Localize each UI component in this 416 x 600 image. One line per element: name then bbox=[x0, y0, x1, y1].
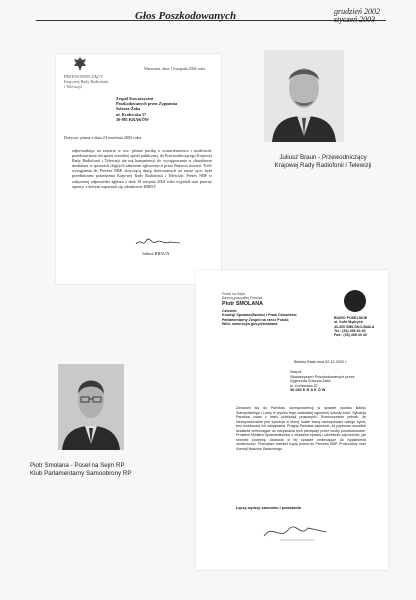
letter-closing: Łączę wyrazy szacunku i poważania bbox=[236, 506, 301, 510]
letter-body: odpowiadając na zawarte w ww. piśmie prośbę o wstawiennictwo i możliwość przedstawienia ich spraw szerokiej opinii publicznej, do Przewodniczącego Krajowej Rady Radiofonii i Telewizji nie ma kompetencji do występowania w charakterze mediatora w sprawach objętych zakresem zgłoszonych przez Państwa kwestii. Treść wystąpienia do Prezesa NBP, dotyczącą skarg skierowanych na nasze ręce, była przedmiotem posiedzenia Krajowej Rady Radiofonii i Telewizji. Prezes NBP w załączonej odpowiedzi zgłasza z dnia 19 sierpnia 2002 roku wyjaśnił stan prawny sprawy, z którym zapoznali się członkowie KRRiT. bbox=[72, 148, 212, 189]
photo-caption-braun: Juliusz Braun - Przewodniczący Krajowej Rady Radiofonii i Telewizji bbox=[274, 154, 372, 169]
letter-reference: Dotyczy: pisma z dnia 24 września 2002 roku. bbox=[64, 135, 142, 140]
eagle-emblem-icon bbox=[73, 56, 87, 72]
letterhead-position: Poseł na Sejm Rzeczypospolitej Polskiej bbox=[222, 292, 263, 301]
letter-institution: PRZEWODNICZĄCY Krajowej Rady Radiofonii i Telewizji bbox=[64, 74, 109, 89]
issue-date: grudzień 2002 styczeń 2003 bbox=[334, 7, 380, 24]
letterhead-name: Piotr SMOLANA bbox=[222, 301, 264, 307]
handwritten-signature bbox=[260, 520, 330, 544]
letter-date: Bielsko Biała dnia 02.12.2002 r. bbox=[294, 360, 348, 364]
portrait-photo-smolana bbox=[58, 364, 124, 450]
photo-caption-smolana: Piotr Smolana - Poseł na Sejm RP Klub Parlamentarny Samoobrony RP bbox=[30, 462, 132, 477]
signature-name: Juliusz BRAUN bbox=[142, 251, 170, 256]
letter-body: Zwracam się do Państwa, korespondencji w sprawie upadku Banku Staropolskiego i Lubię w wyniku tego zaistniałej ogromnej szkody ludzi. Sytuacja Państwa znam z wielu publikacji prasowych. Równocześnie jednak, że niedopuszczalne jest sytuacja w której ludzie tracą oszczędności całego życia, bez możliwości ich odzyskania. Pragnę Państwa zapewnić, że popieram wszelkie działania zmierzające do odzyskania tych pieniędzy przez osoby poszkodowane. Prosiłem Ministra Sprawiedliwości o zbadanie sprawy i udzielenie odpowiedzi, jak również podejmę działania w tej sprawie zmierzające do wyjaśnienia okoliczności. Przesyłam również kopię pisma do Prezesa NBP, Prokuratury oraz Komisji Nadzoru Bankowego. bbox=[236, 406, 366, 451]
letter-addressee: Zespół Stowarzyszeń Poszkodowanych przez Zygmunta Solorza-Żaka ul. Królewska 57 30-081 K R A K Ó W bbox=[290, 370, 355, 393]
portrait-photo-braun bbox=[264, 50, 344, 142]
letter-date: Warszawa, dnia 1 listopada 2002 roku bbox=[144, 66, 205, 71]
letter-krrit bbox=[56, 54, 221, 284]
handwritten-signature bbox=[134, 236, 184, 248]
letter-addressee: Zespół Stowarzyszeń Poszkodowanych przez Zygmunta Solorza-Żaka ul. Królewska 57 30-081 KRAKÓW bbox=[116, 96, 178, 122]
publication-title: Głos Poszkodowanych bbox=[135, 10, 237, 22]
letterhead-org: Członek: Komisji Sprawiedliwości i Praw Człowieka; Parlamentarny Zespół na rzecz Polski; Web: www.sejm.gov.pl/smolana bbox=[222, 309, 298, 327]
party-seal-icon bbox=[344, 290, 366, 312]
letter-smolana bbox=[196, 270, 388, 570]
office-address: BIURO POSELSKIE ul. Koło Mądrych 43-300 BIELSKO-BIAŁA Tel.: (33) 498 40 40 Fax.: (33) 498 40 40 bbox=[334, 316, 375, 338]
